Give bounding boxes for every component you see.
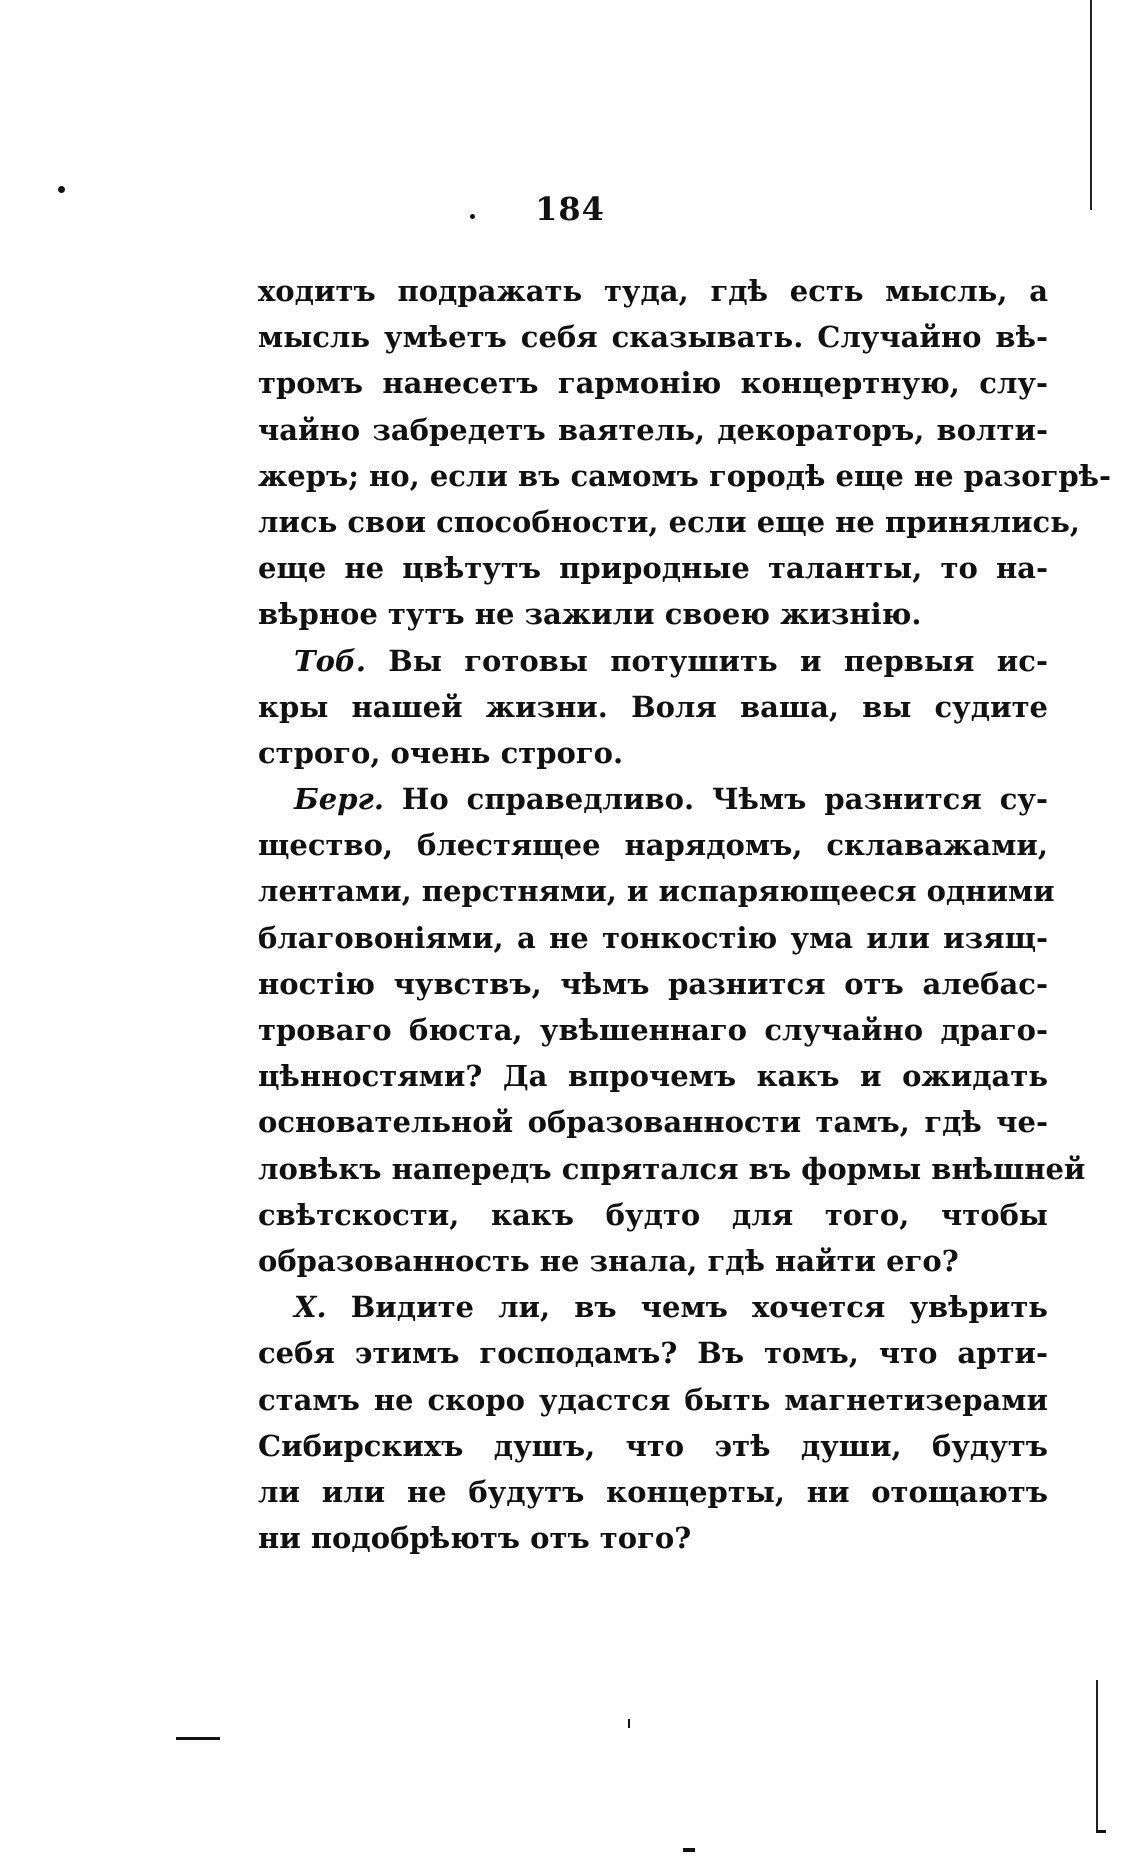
line-text: лентами, перстнями, и испаряющееся одними <box>258 874 1055 909</box>
line-text: строго, очень строго. <box>258 735 624 770</box>
line-text: основательной образованности тамъ, гдѣ че- <box>258 1105 1048 1140</box>
line-text: лись свои способности, если еще не принялись, <box>258 504 1080 539</box>
text-line <box>258 1146 1086 1192</box>
line-text: Видите ли, въ чемъ хочется увѣрить <box>326 1290 1048 1325</box>
text-line <box>258 730 1048 776</box>
text-line <box>258 638 1048 684</box>
text-line <box>258 407 1048 453</box>
text-line <box>258 776 1048 822</box>
line-text: Вы готовы потушить и первыя ис- <box>365 643 1048 678</box>
line-text: себя этимъ господамъ? Въ томъ, что арти- <box>258 1336 1048 1371</box>
line-text: ни подобрѣютъ отъ того? <box>258 1521 692 1556</box>
line-text: свѣтскости, какъ будто для того, чтобы <box>258 1197 1048 1232</box>
line-text: Но справедливо. Чѣмъ разнится су- <box>383 782 1048 817</box>
line-text: Сибирскихъ душъ, что этѣ души, будутъ <box>258 1428 1048 1463</box>
line-text: еще не цвѣтутъ природные таланты, то на- <box>258 551 1048 586</box>
body-text <box>258 268 1112 1561</box>
text-line <box>258 1053 1048 1099</box>
text-line <box>258 1192 1048 1238</box>
text-line <box>258 1377 1048 1423</box>
text-line <box>258 499 1080 545</box>
text-line <box>258 684 1048 730</box>
text-line <box>258 1423 1048 1469</box>
text-line <box>258 591 1048 637</box>
scan-edge-line-lower <box>1096 1680 1098 1830</box>
text-line <box>258 1469 1048 1515</box>
text-line <box>258 868 1055 914</box>
text-line <box>258 1515 1048 1561</box>
speaker-name: Х. <box>294 1290 327 1325</box>
text-line <box>258 1007 1048 1053</box>
line-text: цѣнностями? Да впрочемъ какъ и ожидать <box>258 1059 1048 1094</box>
line-text: жеръ; но, если въ самомъ городѣ еще не разогрѣ- <box>258 458 1112 493</box>
line-text: щество, блестящее нарядомъ, склаважами, <box>258 828 1048 863</box>
text-line <box>258 1284 1048 1330</box>
line-text: благовоніями, а не тонкостію ума или изящ- <box>258 920 1048 955</box>
text-line <box>258 915 1048 961</box>
scan-edge-line <box>1090 0 1092 210</box>
line-text: ностію чувствъ, чѣмъ разнится отъ алебас- <box>258 966 1048 1001</box>
scan-mark <box>628 1719 630 1728</box>
line-text: троваго бюста, увѣшеннаго случайно драго- <box>258 1013 1048 1047</box>
line-text: вѣрное тутъ не зажили своею жизнію. <box>258 597 922 632</box>
line-text: кры нашей жизни. Воля ваша, вы судите <box>258 689 1048 724</box>
scan-mark <box>1096 1830 1106 1833</box>
line-text: мысль умѣетъ себя сказывать. Случайно вѣ- <box>258 320 1048 355</box>
text-line <box>258 453 1112 499</box>
text-line <box>258 1099 1048 1145</box>
page-number: 184 <box>535 190 605 228</box>
text-line <box>258 545 1048 591</box>
text-line <box>258 1238 1048 1284</box>
scan-mark <box>683 1848 695 1852</box>
line-text: тромъ нанесетъ гармонію концертную, слу- <box>258 366 1048 401</box>
text-line <box>258 360 1048 406</box>
line-text: стамъ не скоро удастся быть магнетизерами <box>258 1382 1048 1417</box>
text-line <box>258 268 1048 314</box>
line-text: ходитъ подражать туда, гдѣ есть мысль, а <box>258 274 1048 308</box>
text-line <box>258 961 1048 1007</box>
text-line <box>258 822 1048 868</box>
line-text: образованность не знала, гдѣ найти его? <box>258 1243 959 1278</box>
text-line <box>258 1330 1048 1376</box>
line-text: ловѣкъ напередъ спрятался въ формы внѣшней <box>258 1151 1086 1186</box>
line-text: ли или не будутъ концерты, ни отощаютъ <box>258 1474 1048 1509</box>
line-text: чайно забредетъ ваятель, декораторъ, волти- <box>258 412 1048 447</box>
text-line <box>258 314 1048 360</box>
speaker-name: Берг. <box>294 782 384 817</box>
scan-mark <box>176 1737 220 1740</box>
speaker-name: Тоб. <box>294 643 366 678</box>
